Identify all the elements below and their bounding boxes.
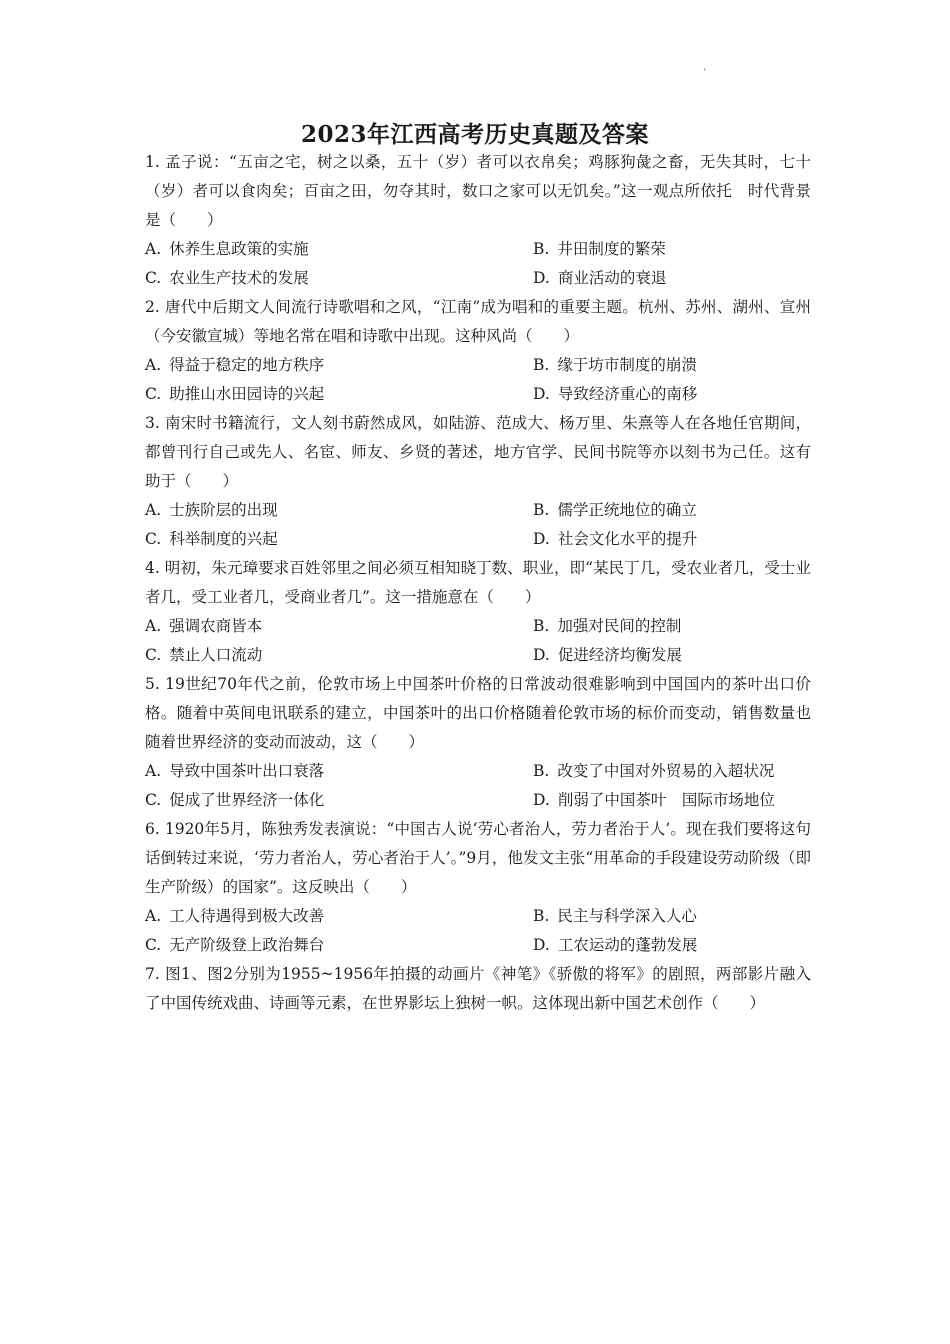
option-letter: C. (145, 646, 162, 664)
option-c (145, 525, 533, 554)
question-3 (145, 409, 811, 554)
option-b (533, 902, 811, 931)
option-c (145, 786, 533, 815)
option-text: 工农运动的蓬勃发展 (557, 936, 698, 954)
option-letter: D. (533, 936, 550, 954)
option-a (145, 757, 533, 786)
option-b (533, 757, 811, 786)
option-text: 儒学正统地位的确立 (557, 501, 697, 519)
option-text: 商业活动的衰退 (557, 269, 667, 287)
options (145, 612, 811, 670)
option-letter: B. (533, 501, 550, 519)
option-letter: C. (145, 269, 162, 287)
option-a (145, 351, 533, 380)
option-text: 改变了中国对外贸易的入超状况 (557, 762, 775, 780)
option-d (533, 641, 811, 670)
option-letter: A. (145, 356, 162, 374)
option-text: 禁止人口流动 (169, 646, 263, 664)
option-letter: B. (533, 356, 550, 374)
option-text: 民主与科学深入人心 (557, 907, 697, 925)
question-stem: 1. 孟子说：“五亩之宅，树之以桑，五十（岁）者可以衣帛矣；鸡豚狗彘之畜，无失其时，七十（岁）者可以食肉矣；百亩之田，勿夺其时，数口之家可以无饥矣。”这一观点所依托 时代背景是（ ） (145, 153, 811, 229)
option-d (533, 786, 811, 815)
option-b (533, 612, 811, 641)
question-stem: 4. 明初，朱元璋要求百姓邻里之间必须互相知晓丁数、职业，即“某民丁几，受农业者几，受士业者几，受工业者几，受商业者几”。这一措施意在（ ） (145, 559, 811, 606)
option-letter: D. (533, 269, 550, 287)
option-text: 得益于稳定的地方秩序 (169, 356, 325, 374)
option-letter: B. (533, 617, 550, 635)
question-7 (145, 960, 811, 1018)
option-letter: D. (533, 530, 550, 548)
option-d (533, 525, 811, 554)
option-text: 无产阶级登上政治舞台 (169, 936, 325, 954)
option-text: 科举制度的兴起 (169, 530, 278, 548)
option-text: 加强对民间的控制 (557, 617, 682, 635)
option-c (145, 264, 533, 293)
question-stem: 6. 1920年5月，陈独秀发表演说：“中国古人说‘劳心者治人，劳力者治于人’。现在我们要将这句话倒转过来说，‘劳力者治人，劳心者治于人’。”9月，他发文主张“用革命的手段建设劳动阶级（即生产阶级）的国家”。这反映出（ ） (145, 820, 811, 896)
option-text: 强调农商皆本 (169, 617, 263, 635)
option-d (533, 264, 811, 293)
page-title: 2023年江西高考历史真题及答案 (300, 121, 649, 148)
option-letter: D. (533, 385, 550, 403)
question-1 (145, 148, 811, 293)
option-letter: C. (145, 791, 162, 809)
option-c (145, 931, 533, 960)
option-letter: A. (145, 762, 162, 780)
option-letter: C. (145, 936, 162, 954)
page-marker-dot: . (703, 62, 707, 73)
options (145, 757, 811, 815)
option-letter: B. (533, 762, 550, 780)
option-b (533, 235, 811, 264)
option-text: 井田制度的繁荣 (557, 240, 666, 258)
option-c (145, 641, 533, 670)
option-a (145, 235, 533, 264)
question-2 (145, 293, 811, 409)
option-letter: A. (145, 501, 162, 519)
option-text: 导致中国茶叶出口衰落 (169, 762, 325, 780)
option-d (533, 380, 811, 409)
options (145, 902, 811, 960)
option-text: 促成了世界经济一体化 (169, 791, 325, 809)
option-text: 农业生产技术的发展 (169, 269, 309, 287)
question-stem: 7. 图1、图2分别为1955~1956年拍摄的动画片《神笔》《骄傲的将军》的剧照，两部影片融入了中国传统戏曲、诗画等元素，在世界影坛上独树一帜。这体现出新中国艺术创作（ ） (145, 965, 811, 1012)
option-letter: A. (145, 617, 162, 635)
option-letter: A. (145, 907, 162, 925)
option-text: 促进经济均衡发展 (557, 646, 682, 664)
question-6 (145, 815, 811, 960)
option-text: 助推山水田园诗的兴起 (169, 385, 325, 403)
option-letter: B. (533, 240, 550, 258)
option-letter: B. (533, 907, 550, 925)
option-text: 士族阶层的出现 (169, 501, 278, 519)
option-text: 工人待遇得到极大改善 (169, 907, 325, 925)
option-b (533, 351, 811, 380)
option-a (145, 496, 533, 525)
option-text: 导致经济重心的南移 (557, 385, 698, 403)
option-d (533, 931, 811, 960)
options (145, 496, 811, 554)
option-letter: C. (145, 385, 162, 403)
question-stem: 3. 南宋时书籍流行，文人刻书蔚然成风，如陆游、范成大、杨万里、朱熹等人在各地任官期间，都曾刊行自己或先人、名宦、师友、乡贤的著述，地方官学、民间书院等亦以刻书为己任。这有助于（ ） (145, 414, 811, 490)
option-a (145, 902, 533, 931)
options (145, 351, 811, 409)
option-letter: C. (145, 530, 162, 548)
question-stem: 2. 唐代中后期文人间流行诗歌唱和之风，“江南”成为唱和的重要主题。杭州、苏州、湖州、宣州（今安徽宣城）等地名常在唱和诗歌中出现。这种风尚（ ） (145, 298, 811, 345)
option-text: 休养生息政策的实施 (169, 240, 309, 258)
option-text: 削弱了中国茶叶 国际市场地位 (557, 791, 775, 809)
option-text: 社会文化水平的提升 (557, 530, 698, 548)
question-4 (145, 554, 811, 670)
option-text: 缘于坊市制度的崩溃 (557, 356, 697, 374)
option-b (533, 496, 811, 525)
option-letter: A. (145, 240, 162, 258)
question-list (145, 148, 811, 1018)
option-letter: D. (533, 646, 550, 664)
option-c (145, 380, 533, 409)
option-a (145, 612, 533, 641)
question-stem: 5. 19世纪70年代之前，伦敦市场上中国茶叶价格的日常波动很难影响到中国国内的茶叶出口价格。随着中英间电讯联系的建立，中国茶叶的出口价格随着伦敦市场的标价而变动，销售数量也随着世界经济的变动而波动，这（ ） (145, 675, 811, 751)
options (145, 235, 811, 293)
question-5 (145, 670, 811, 815)
option-letter: D. (533, 791, 550, 809)
